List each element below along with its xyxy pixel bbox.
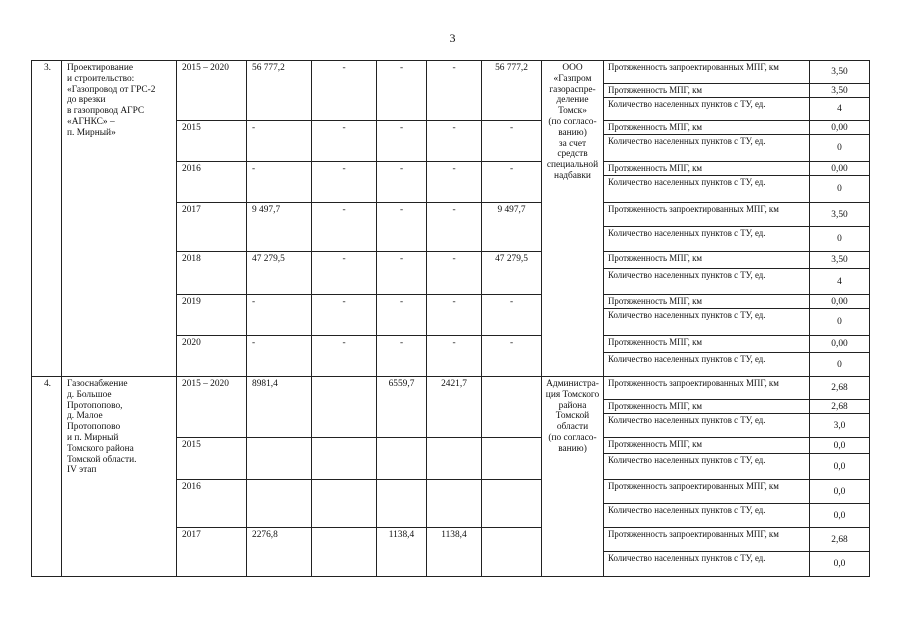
local-budget (427, 438, 482, 480)
indicator-label: Количество населенных пунктов с ТУ, ед. (604, 98, 810, 121)
total-amount: 9 497,7 (247, 203, 312, 252)
year-cell: 2015 (177, 121, 247, 162)
total-amount (247, 480, 312, 528)
total-amount: - (247, 295, 312, 336)
indicator-label: Количество населенных пунктов с ТУ, ед. (604, 176, 810, 203)
extra-budget: - (482, 336, 542, 377)
measure-name-line: «Газопровод от ГРС-2 (67, 84, 156, 95)
indicator-value: 0 (810, 227, 870, 252)
federal-budget (312, 480, 377, 528)
federal-budget: - (312, 252, 377, 295)
regional-budget: - (377, 61, 427, 121)
indicator-label: Количество населенных пунктов с ТУ, ед. (604, 414, 810, 438)
local-budget: - (427, 162, 482, 203)
indicator-value: 0,00 (810, 162, 870, 176)
regional-budget (377, 438, 427, 480)
executor-line: ванию) (558, 127, 587, 138)
indicator-value: 0,0 (810, 504, 870, 528)
indicator-value: 0,0 (810, 480, 870, 504)
indicator-value: 0,00 (810, 295, 870, 309)
indicator-value: 0,00 (810, 336, 870, 353)
indicator-value: 0,00 (810, 121, 870, 135)
indicator-label: Протяженность МПГ, км (604, 438, 810, 454)
indicator-label: Количество населенных пунктов с ТУ, ед. (604, 135, 810, 162)
indicator-value: 3,50 (810, 252, 870, 269)
executor-line: ванию) (558, 443, 587, 454)
measure-name-line: и строительство: (67, 73, 135, 84)
federal-budget (312, 528, 377, 577)
indicator-label: Количество населенных пунктов с ТУ, ед. (604, 552, 810, 577)
year-cell: 2017 (177, 203, 247, 252)
indicator-value: 0,0 (810, 454, 870, 480)
indicator-value: 2,68 (810, 377, 870, 400)
executor-line: за счет (558, 138, 587, 149)
extra-budget (482, 438, 542, 480)
indicator-value: 0 (810, 135, 870, 162)
executor-line: средств (557, 149, 588, 160)
local-budget: 2421,7 (427, 377, 482, 438)
total-amount: 8981,4 (247, 377, 312, 438)
indicator-value: 0 (810, 176, 870, 203)
measure-name-line: Газоснабжение (67, 379, 128, 389)
local-budget: - (427, 121, 482, 162)
measure-name-line: в газопровод АГРС (67, 106, 145, 117)
indicator-label: Количество населенных пунктов с ТУ, ед. (604, 269, 810, 295)
regional-budget: - (377, 252, 427, 295)
local-budget: - (427, 336, 482, 377)
indicator-label: Протяженность запроектированных МПГ, км (604, 61, 810, 84)
table-row (32, 61, 870, 84)
total-amount: 56 777,2 (247, 61, 312, 121)
indicator-value: 0 (810, 309, 870, 336)
executor-line: области (556, 422, 589, 433)
measure-name-line: IV этап (67, 465, 97, 476)
extra-budget: - (482, 121, 542, 162)
indicator-value: 2,68 (810, 400, 870, 414)
total-amount: - (247, 162, 312, 203)
executor-line: района (558, 400, 587, 411)
indicator-label: Протяженность запроектированных МПГ, км (604, 203, 810, 227)
year-cell: 2015 – 2020 (177, 377, 247, 438)
indicator-value: 4 (810, 98, 870, 121)
year-cell: 2017 (177, 528, 247, 577)
indicator-value: 3,50 (810, 84, 870, 98)
measure-name-line: п. Мирный» (67, 127, 116, 138)
total-amount: 2276,8 (247, 528, 312, 577)
indicator-label: Количество населенных пунктов с ТУ, ед. (604, 353, 810, 377)
indicator-value: 4 (810, 269, 870, 295)
executor (542, 377, 604, 577)
total-amount (247, 438, 312, 480)
measure-name-line: д. Большое (67, 389, 112, 400)
year-cell: 2016 (177, 162, 247, 203)
indicator-label: Количество населенных пунктов с ТУ, ед. (604, 309, 810, 336)
executor-line: специальной (546, 160, 599, 171)
regional-budget: - (377, 121, 427, 162)
indicator-label: Протяженность МПГ, км (604, 252, 810, 269)
federal-budget (312, 438, 377, 480)
indicator-label: Протяженность запроектированных МПГ, км (604, 480, 810, 504)
year-cell: 2020 (177, 336, 247, 377)
executor (542, 61, 604, 377)
regional-budget: - (377, 203, 427, 252)
federal-budget (312, 377, 377, 438)
local-budget: - (427, 203, 482, 252)
year-cell: 2015 – 2020 (177, 61, 247, 121)
indicator-label: Протяженность МПГ, км (604, 295, 810, 309)
regional-budget: - (377, 295, 427, 336)
indicator-label: Количество населенных пунктов с ТУ, ед. (604, 504, 810, 528)
measure-name (62, 61, 177, 377)
measure-name-line: и п. Мирный (67, 432, 119, 443)
measure-name-line: д. Малое (67, 411, 103, 422)
extra-budget (482, 480, 542, 528)
measure-name-line: Томской области. (67, 454, 137, 465)
extra-budget (482, 528, 542, 577)
executor-line: надбавки (554, 170, 591, 181)
indicator-label: Протяженность МПГ, км (604, 336, 810, 353)
row-number: 3. (32, 61, 62, 377)
measure-name (62, 377, 177, 577)
indicator-value: 2,68 (810, 528, 870, 552)
year-cell: 2018 (177, 252, 247, 295)
federal-budget: - (312, 61, 377, 121)
extra-budget: 9 497,7 (482, 203, 542, 252)
measure-name-line: Протопопово (67, 422, 121, 433)
page-number: 3 (449, 31, 456, 45)
local-budget: - (427, 61, 482, 121)
executor-line: «Газпром (553, 73, 592, 84)
executor-line: Томск» (558, 106, 587, 117)
local-budget (427, 480, 482, 528)
executor-line: ция Томского (545, 389, 600, 400)
extra-budget: - (482, 162, 542, 203)
extra-budget: - (482, 295, 542, 336)
executor-line: ООО (562, 63, 583, 73)
executor-line: деление (556, 95, 589, 106)
indicator-value: 3,0 (810, 414, 870, 438)
measure-name-line: Томского района (67, 443, 134, 454)
indicator-label: Количество населенных пунктов с ТУ, ед. (604, 454, 810, 480)
measure-name-line: «АГНКС» – (67, 116, 115, 127)
federal-budget: - (312, 336, 377, 377)
federal-budget: - (312, 295, 377, 336)
indicator-value: 3,50 (810, 61, 870, 84)
indicator-value: 0,0 (810, 438, 870, 454)
row-number: 4. (32, 377, 62, 577)
local-budget: - (427, 252, 482, 295)
regional-budget: - (377, 162, 427, 203)
measure-name-line: Проектирование (67, 63, 134, 73)
total-amount: - (247, 121, 312, 162)
indicator-label: Протяженность МПГ, км (604, 162, 810, 176)
executor-line: газораспре- (549, 84, 596, 95)
federal-budget: - (312, 203, 377, 252)
indicator-label: Протяженность МПГ, км (604, 400, 810, 414)
extra-budget: 56 777,2 (482, 61, 542, 121)
year-cell: 2016 (177, 480, 247, 528)
extra-budget (482, 377, 542, 438)
year-cell: 2019 (177, 295, 247, 336)
total-amount: 47 279,5 (247, 252, 312, 295)
indicator-label: Протяженность МПГ, км (604, 121, 810, 135)
extra-budget: 47 279,5 (482, 252, 542, 295)
regional-budget: - (377, 336, 427, 377)
federal-budget: - (312, 162, 377, 203)
executor-line: (по согласо- (548, 432, 597, 443)
regional-budget: 1138,4 (377, 528, 427, 577)
executor-line: (по согласо- (548, 116, 597, 127)
regional-budget: 6559,7 (377, 377, 427, 438)
indicator-value: 0,0 (810, 552, 870, 577)
year-cell: 2015 (177, 438, 247, 480)
federal-budget: - (312, 121, 377, 162)
measure-name-line: до врезки (67, 95, 106, 106)
local-budget: 1138,4 (427, 528, 482, 577)
indicator-value: 0 (810, 353, 870, 377)
indicator-label: Количество населенных пунктов с ТУ, ед. (604, 227, 810, 252)
indicator-label: Протяженность МПГ, км (604, 84, 810, 98)
local-budget: - (427, 295, 482, 336)
total-amount: - (247, 336, 312, 377)
indicator-label: Протяженность запроектированных МПГ, км (604, 528, 810, 552)
regional-budget (377, 480, 427, 528)
table-row (32, 377, 870, 400)
program-table (31, 60, 870, 577)
executor-line: Администра- (546, 379, 599, 389)
executor-line: Томской (555, 411, 590, 422)
indicator-value: 3,50 (810, 203, 870, 227)
measure-name-line: Протопопово, (67, 400, 123, 411)
indicator-label: Протяженность запроектированных МПГ, км (604, 377, 810, 400)
